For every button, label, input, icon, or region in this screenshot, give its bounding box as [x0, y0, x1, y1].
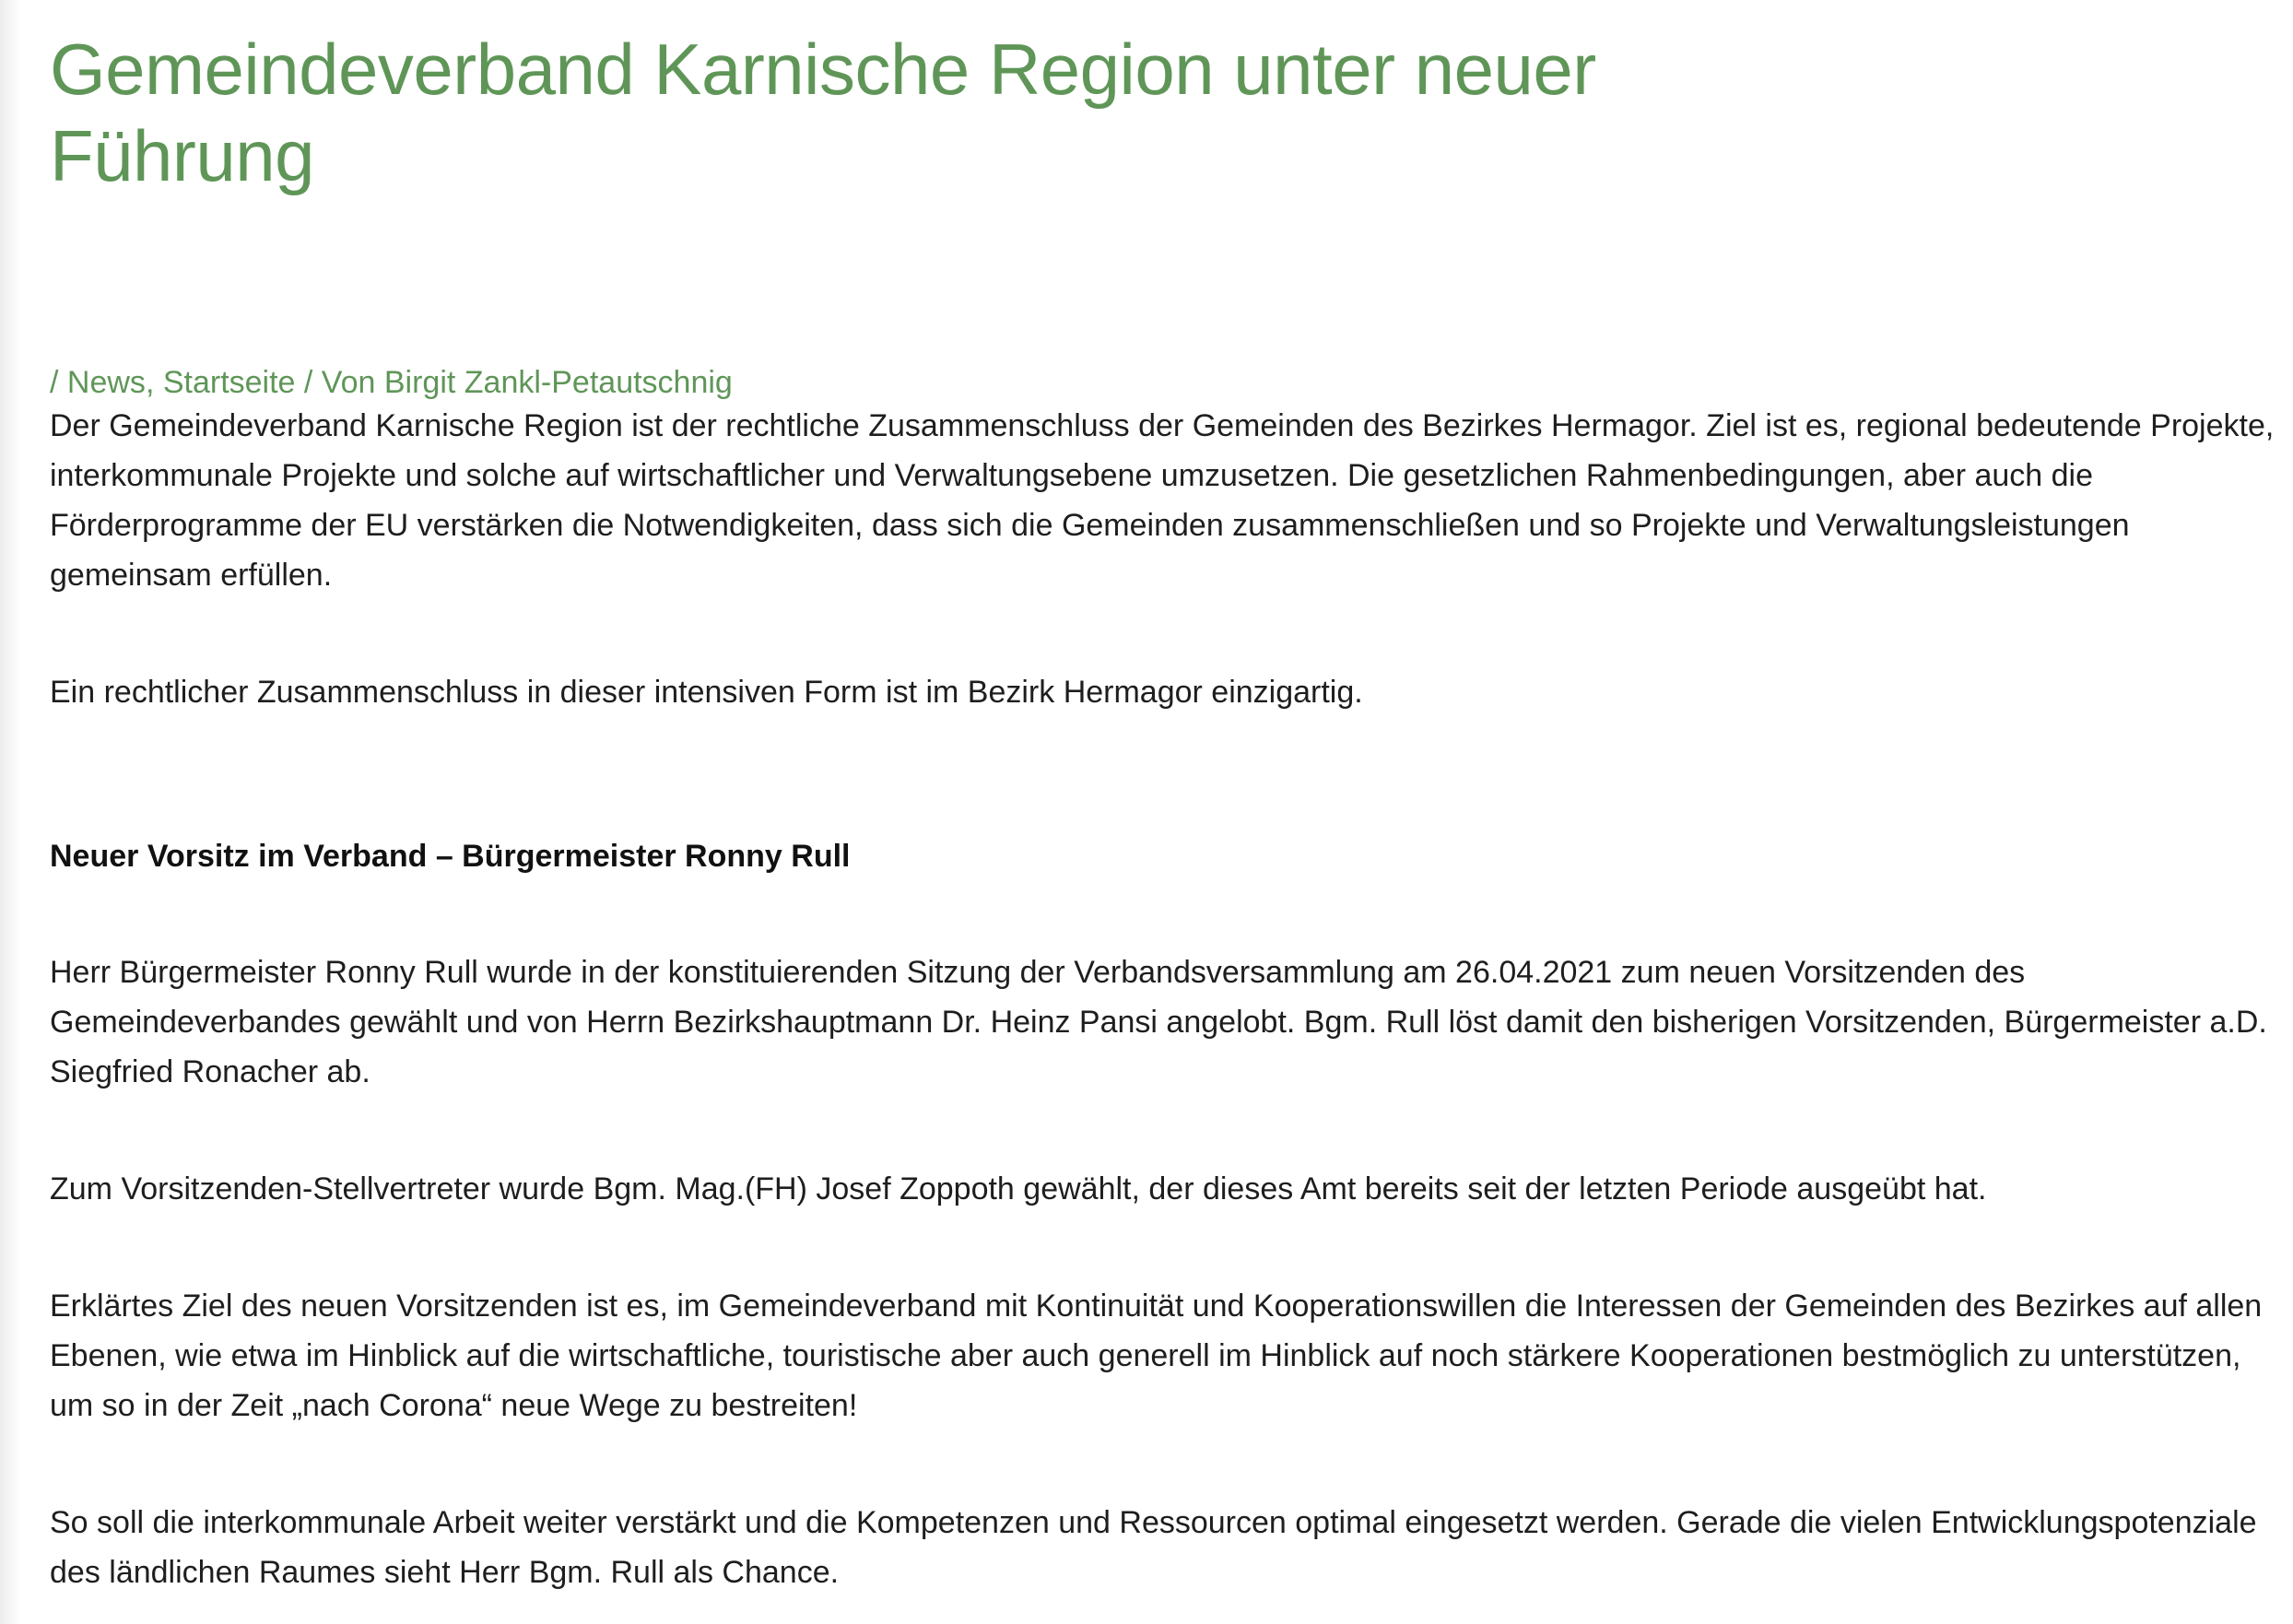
paragraph-goals: Erklärtes Ziel des neuen Vorsitzenden ist es, im Gemeindeverband mit Kontinuität und Kooperationswillen die Interessen der Gemeinden des Bezirkes auf allen Ebenen, wie etwa im Hinblick auf die wirtschaftliche, touristische aber auch generell im Hinblick auf noch stärkere Kooperationen bestmöglich zu unterstützen, um so in der Zeit „nach Corona“ neue Wege zu bestreiten!	[50, 1289, 2263, 1423]
paragraph-outlook: So soll die interkommunale Arbeit weiter verstärkt und die Kompetenzen und Ressourcen optimal eingesetzt werden. Gerade die vielen Entwicklungspotenziale des ländlichen Raumes sieht Herr Bgm. Rull als Chance.	[50, 1505, 2257, 1590]
paragraph-unique: Ein rechtlicher Zusammenschluss in dieser intensiven Form ist im Bezirk Hermagor einzigartig.	[50, 675, 1363, 710]
author-link[interactable]: Birgit Zankl-Petautschnig	[383, 365, 733, 400]
paragraph-deputy: Zum Vorsitzenden-Stellvertreter wurde Bgm. Mag.(FH) Josef Zoppoth gewählt, der dieses Amt bereits seit der letzten Periode ausgeübt hat.	[50, 1171, 1987, 1206]
section-heading: Neuer Vorsitz im Verband – Bürgermeister Ronny Rull	[50, 839, 851, 874]
article-title: Gemeindeverband Karnische Region unter neuer Führung	[50, 29, 1596, 196]
category-link-news[interactable]: News	[66, 365, 146, 400]
meta-comma: ,	[145, 365, 163, 400]
category-link-startseite[interactable]: Startseite	[162, 365, 296, 400]
article	[50, 26, 2280, 1597]
article-meta	[50, 364, 2280, 401]
meta-author-prefix: / Von	[295, 365, 384, 400]
paragraph-intro: Der Gemeindeverband Karnische Region ist der rechtliche Zusammenschluss der Gemeinden des Bezirkes Hermagor. Ziel ist es, regional bedeutende Projekte, interkommunale Projekte und solche auf wirtschaftlicher und Verwaltungsebene umzusetzen. Die gesetzlichen Rahmenbedingungen, aber auch die Förderprogramme der EU verstärken die Notwendigkeiten, dass sich die Gemeinden zusammenschließen und so Projekte und Verwaltungsleistungen gemeinsam erfüllen.	[50, 408, 2275, 593]
paragraph-election: Herr Bürgermeister Ronny Rull wurde in der konstituierenden Sitzung der Verbandsversammlung am 26.04.2021 zum neuen Vorsitzenden des Gemeindeverbandes gewählt und von Herrn Bezirkshauptmann Dr. Heinz Pansi angelobt. Bgm. Rull löst damit den bisherigen Vorsitzenden, Bürgermeister a.D. Siegfried Ronacher ab.	[50, 955, 2267, 1089]
page-left-shadow	[0, 0, 20, 1624]
meta-separator: /	[50, 365, 67, 400]
